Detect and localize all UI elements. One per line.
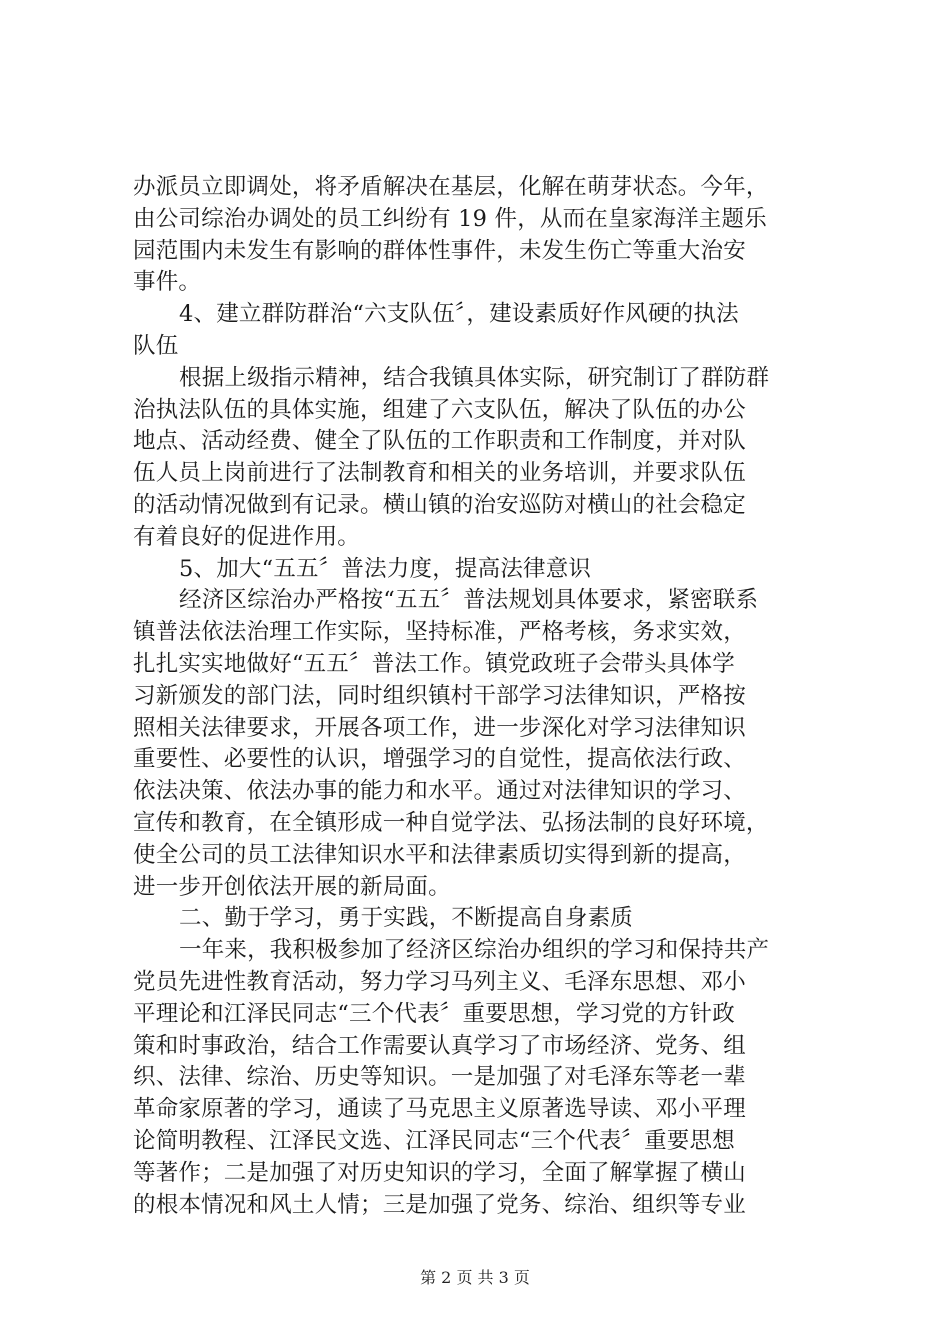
text-line: 党员先进性教育活动，努力学习马列主义、毛泽东思想、邓小 — [133, 968, 746, 995]
text-line: 策和时事政治，结合工作需要认真学习了市场经济、党务、组 — [133, 1032, 746, 1059]
text-line: 治执法队伍的具体实施，组建了六支队伍，解决了队伍的办公 — [133, 396, 746, 423]
text-line: 队伍 — [133, 332, 179, 359]
text-line: 由公司综治办调处的员工纠纷有 19 件，从而在皇家海洋主题乐 — [133, 205, 767, 232]
text-line: 重要性、必要性的认识，增强学习的自觉性，提高依法行政、 — [133, 746, 746, 773]
text-line: 有着良好的促进作用。 — [133, 523, 361, 550]
section-heading-4: 4、建立群防群治“六支队伍〞，建设素质好作风硬的执法 — [179, 301, 739, 328]
text-line: 等著作；二是加强了对历史知识的学习，全面了解掌握了横山 — [133, 1159, 746, 1186]
text-line: 镇普法依法治理工作实际，坚持标准，严格考核，务求实效， — [133, 619, 746, 646]
text-line: 扎扎实实地做好“五五〞普法工作。镇党政班子会带头具体学 — [133, 650, 735, 677]
paragraph-start: 经济区综治办严格按“五五〞普法规划具体要求，紧密联系 — [179, 587, 759, 614]
text-line: 宣传和教育，在全镇形成一种自觉学法、弘扬法制的良好环境， — [133, 809, 769, 836]
text-line: 依法决策、依法办事的能力和水平。通过对法律知识的学习、 — [133, 778, 746, 805]
text-line: 习新颁发的部门法，同时组织镇村干部学习法律知识，严格按 — [133, 682, 746, 709]
text-line: 伍人员上岗前进行了法制教育和相关的业务培训，并要求队伍 — [133, 460, 746, 487]
body-text — [133, 172, 833, 1221]
text-line: 革命家原著的学习，通读了马克思主义原著选导读、邓小平理 — [133, 1096, 746, 1123]
paragraph-start: 一年来，我积极参加了经济区综治办组织的学习和保持共产 — [179, 937, 770, 964]
text-line: 照相关法律要求，开展各项工作，进一步深化对学习法律知识 — [133, 714, 746, 741]
text-line: 事件。 — [133, 269, 202, 296]
text-line: 进一步开创依法开展的新局面。 — [133, 873, 451, 900]
text-line: 论简明教程、江泽民文选、江泽民同志“三个代表〞重要思想 — [133, 1127, 735, 1154]
text-line: 的根本情况和风土人情；三是加强了党务、综治、组织等专业 — [133, 1191, 746, 1218]
section-heading-2: 二、勤于学习，勇于实践，不断提高自身素质 — [179, 905, 634, 932]
text-line: 的活动情况做到有记录。横山镇的治安巡防对横山的社会稳定 — [133, 491, 746, 518]
page-number-footer: 第 2 页 共 3 页 — [420, 1268, 530, 1287]
text-line: 地点、活动经费、健全了队伍的工作职责和工作制度，并对队 — [133, 428, 746, 455]
text-line: 平理论和江泽民同志“三个代表〞重要思想，学习党的方针政 — [133, 1000, 735, 1027]
section-heading-5: 5、加大“五五〞普法力度，提高法律意识 — [179, 555, 592, 582]
paragraph-start: 根据上级指示精神，结合我镇具体实际，研究制订了群防群 — [179, 364, 770, 391]
text-line: 办派员立即调处，将矛盾解决在基层，化解在萌芽状态。今年， — [133, 174, 769, 200]
text-line: 园范围内未发生有影响的群体性事件，未发生伤亡等重大治安 — [133, 237, 746, 264]
text-line: 使全公司的员工法律知识水平和法律素质切实得到新的提高， — [133, 841, 746, 868]
text-line: 织、法律、综治、历史等知识。一是加强了对毛泽东等老一辈 — [133, 1064, 746, 1091]
